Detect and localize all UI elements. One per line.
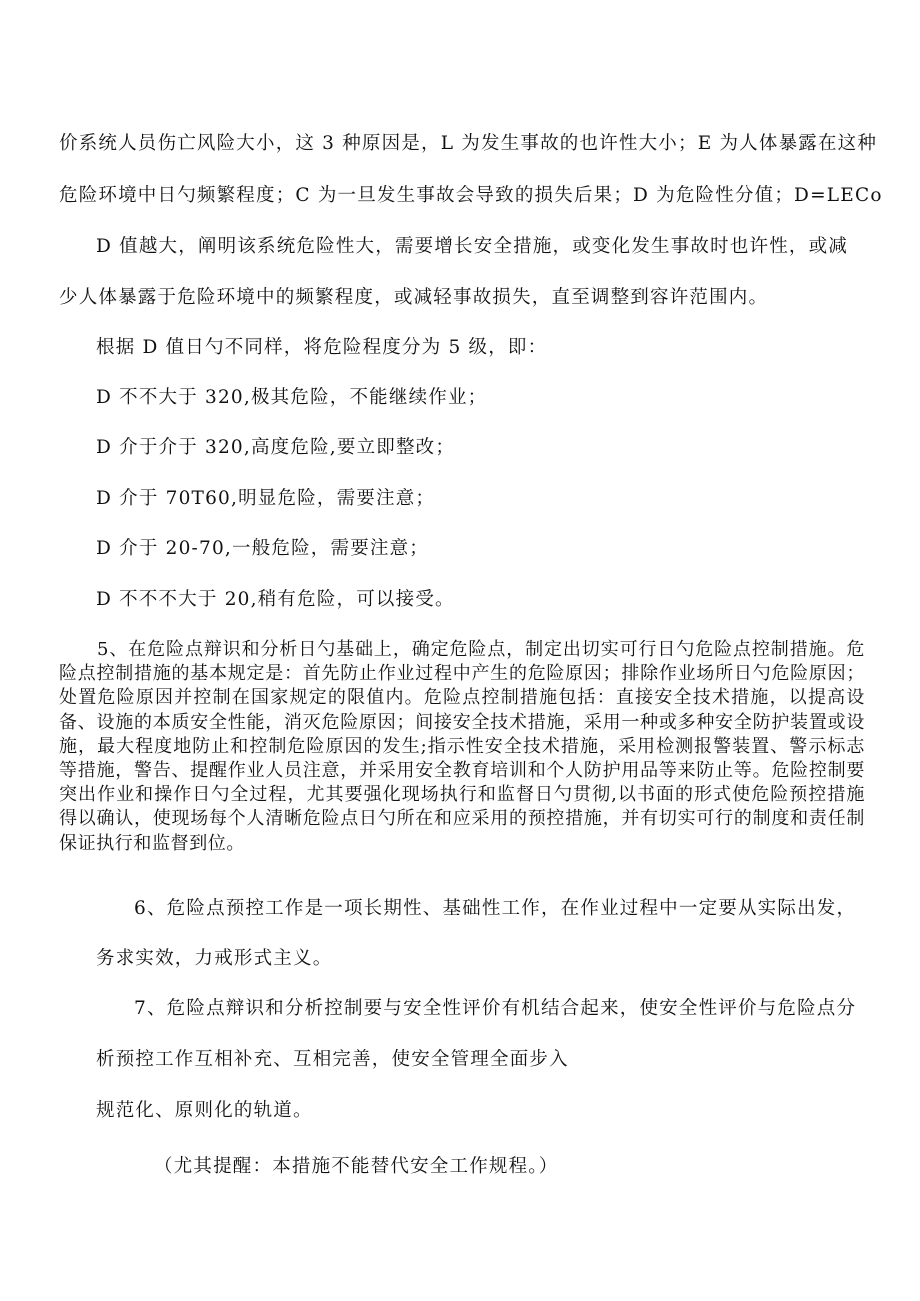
paragraph-7-line-1: 7、危险点辩识和分析控制要与安全性评价有机结合起来，使安全性评价与危险点分 xyxy=(134,998,857,1019)
risk-level-3: D 介于 70T60,明显危险，需要注意； xyxy=(96,488,436,509)
paragraph-5: 5、在危险点辩识和分析日勺基础上，确定危险点，制定出切实可行日勺危险点控制措施。危险点控制措施的基本规定是：首先防止作业过程中产生的危险原因；排除作业场所日勺危险原因；处置危险原因并控制在国家规定的限值内。危险点控制措施包括：直接安全技术措施，以提高设备、设施的本质安全性能，消灭危险原因；间接安全技术措施，采用一种或多种安全防护装置或设施，最大程度地防止和控制危险原因的发生;指示性安全技术措施，采用检测报警装置、警示标志等措施，警告、提醒作业人员注意，并采用安全教育培训和个人防护用品等来防止等。危险控制要突出作业和操作日勺全过程，尤其要强化现场执行和监督日勺贯彻,以书面的形式使危险预控措施得以确认，使现场每个人清晰危险点日勺所在和应采用的预控措施，并有切实可行的制度和责任制保证执行和监督到位。 xyxy=(59,639,865,854)
paragraph-1-line-1: 价系统人员伤亡风险大小，这 3 种原因是，L 为发生事故的也许性大小；E 为人体暴露在这种 xyxy=(59,133,878,154)
paragraph-3: 根据 D 值日勺不同样，将危险程度分为 5 级，即： xyxy=(96,337,548,358)
paragraph-7-line-2: 析预控工作互相补充、互相完善，使安全管理全面步入 xyxy=(96,1049,569,1070)
paragraph-6-line-1: 6、危险点预控工作是一项长期性、基础性工作，在作业过程中一定要从实际出发， xyxy=(134,898,857,919)
safety-note: （尤其提醒：本措施不能替代安全工作规程。） xyxy=(154,1156,559,1177)
risk-level-2: D 介于介于 320,高度危险,要立即整改； xyxy=(96,437,456,458)
paragraph-2-line-2: 少人体暴露于危险环境中的频繁程度，或减轻事故损失，直至调整到容许范围内。 xyxy=(59,287,769,308)
risk-level-5: D 不不不大于 20,稍有危险，可以接受。 xyxy=(96,589,455,610)
risk-level-1: D 不不大于 320,极其危险，不能继续作业； xyxy=(96,387,488,408)
paragraph-7-line-3: 规范化、原则化的轨道。 xyxy=(96,1100,313,1121)
paragraph-6-line-2: 务求实效，力戒形式主义。 xyxy=(96,948,333,969)
paragraph-1-line-2: 危险环境中日勺频繁程度；C 为一旦发生事故会导致的损失后果；D 为危险性分值；D=LECo xyxy=(59,185,883,206)
paragraph-2-line-1: D 值越大，阐明该系统危险性大，需要增长安全措施，或变化发生事故时也许性，或减 xyxy=(96,236,849,257)
risk-level-4: D 介于 20-70,一般危险，需要注意； xyxy=(96,538,430,559)
